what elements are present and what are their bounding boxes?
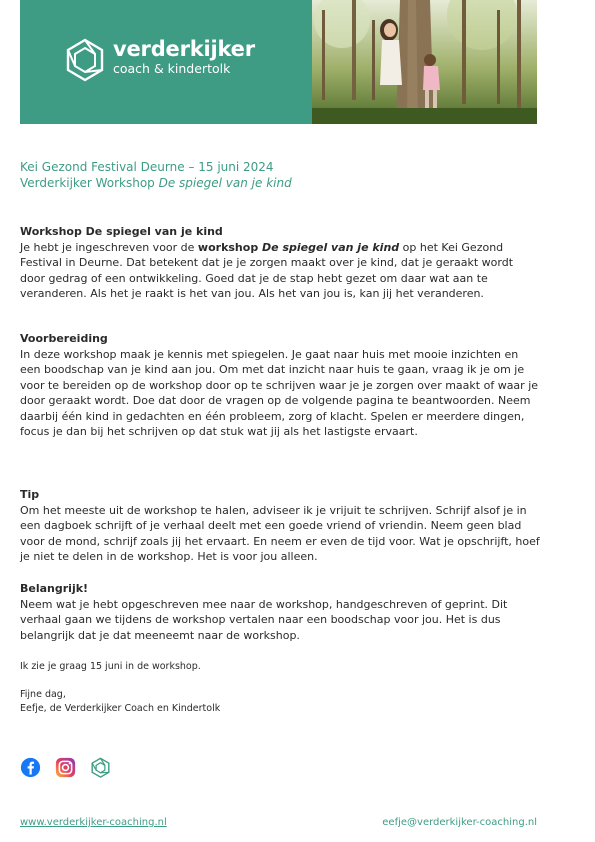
section-body	[20, 240, 540, 302]
social-icons	[20, 757, 111, 778]
intro-heading	[20, 159, 292, 191]
workshop-title	[20, 175, 292, 191]
workshop-title-prefix: Verderkijker Workshop	[20, 176, 159, 190]
verderkijker-small-logo-icon[interactable]	[90, 757, 111, 778]
logo-tagline: coach & kindertolk	[113, 61, 231, 76]
section-belangrijk	[20, 581, 540, 643]
section-title: Tip	[20, 488, 40, 501]
body-bold: workshop	[197, 240, 263, 254]
park-photo-illustration	[312, 0, 537, 124]
closing-signature: Eefje, de Verderkijker Coach en Kindertolk	[20, 703, 221, 714]
workshop-title-italic: De spiegel van je kind	[158, 176, 292, 190]
section-title: Belangrijk!	[20, 582, 89, 595]
section-voorbereiding	[20, 331, 540, 440]
section-title: Voorbereiding	[20, 332, 108, 345]
email-link[interactable]: eefje@verderkijker-coaching.nl	[382, 817, 537, 828]
section-title: Workshop De spiegel van je kind	[20, 225, 223, 238]
body-text: Je hebt je ingeschreven voor de	[20, 240, 198, 254]
event-title: Kei Gezond Festival Deurne – 15 juni 2024	[20, 160, 274, 174]
section-workshop	[20, 224, 540, 302]
header-photo	[312, 0, 537, 124]
brand-panel	[20, 0, 312, 124]
facebook-icon[interactable]	[20, 757, 41, 778]
logo-wordmark	[113, 38, 255, 76]
instagram-icon[interactable]	[55, 757, 76, 778]
logo-name: verderkijker	[113, 37, 255, 61]
body-bold-italic: De spiegel van je kind	[262, 240, 400, 254]
section-body: In deze workshop maak je kennis met spiegelen. Je gaat naar huis met mooie inzichten en een boodschap van je kind aan jou. Om met dat inzicht naar huis te gaan, vraag ik je om je voor te bereiden op de workshop door op te schrijven waar je je zorgen over maakt of waar je door geraakt wordt. Doe dat door de vragen op de volgende pagina te beantwoorden. Neem daarbij één kind in gedachten en één probleem, zorg of klacht. Spelen er meerdere dingen, focus je dan bij het schrijven op dat stuk wat jij als het lastigste ervaart.	[20, 347, 539, 438]
header-banner	[20, 0, 537, 124]
section-tip	[20, 487, 540, 565]
closing-greeting: Fijne dag,	[20, 689, 66, 700]
closing-line: Ik zie je graag 15 juni in de workshop.	[20, 661, 201, 672]
website-link[interactable]: www.verderkijker-coaching.nl	[20, 817, 167, 828]
section-body: Neem wat je hebt opgeschreven mee naar de workshop, handgeschreven of geprint. Dit verhaal gaan we tijdens de workshop vertalen naar een boodschap voor jou. Het is dus belangrijk dat je dat meeneemt naar de workshop.	[20, 597, 508, 642]
section-body: Om het meeste uit de workshop te halen, adviseer ik je vrijuit te schrijven. Schrijf alsof je in een dagboek schrijft of je verhaal deelt met een goede vriend of vriendin. Neem geen blad voor de mond, schrijf zoals jij het ervaart. En neem er even de tijd voor. Wat je opschrijft, hoef je niet te delen in de workshop. Het is voor jou alleen.	[20, 503, 540, 563]
body-text: op het Kei Gezond Festival in Deurne. Dat betekent dat je je zorgen maakt over je kind, dat je geraakt wordt door gedrag of een ontwikkeling. Goed dat je de stap hebt gezet om daar wat aan te veranderen. Als het je raakt is het van jou. Als het van jou is, kan jij het veranderen.	[20, 240, 514, 300]
verderkijker-logo-icon	[65, 38, 105, 82]
